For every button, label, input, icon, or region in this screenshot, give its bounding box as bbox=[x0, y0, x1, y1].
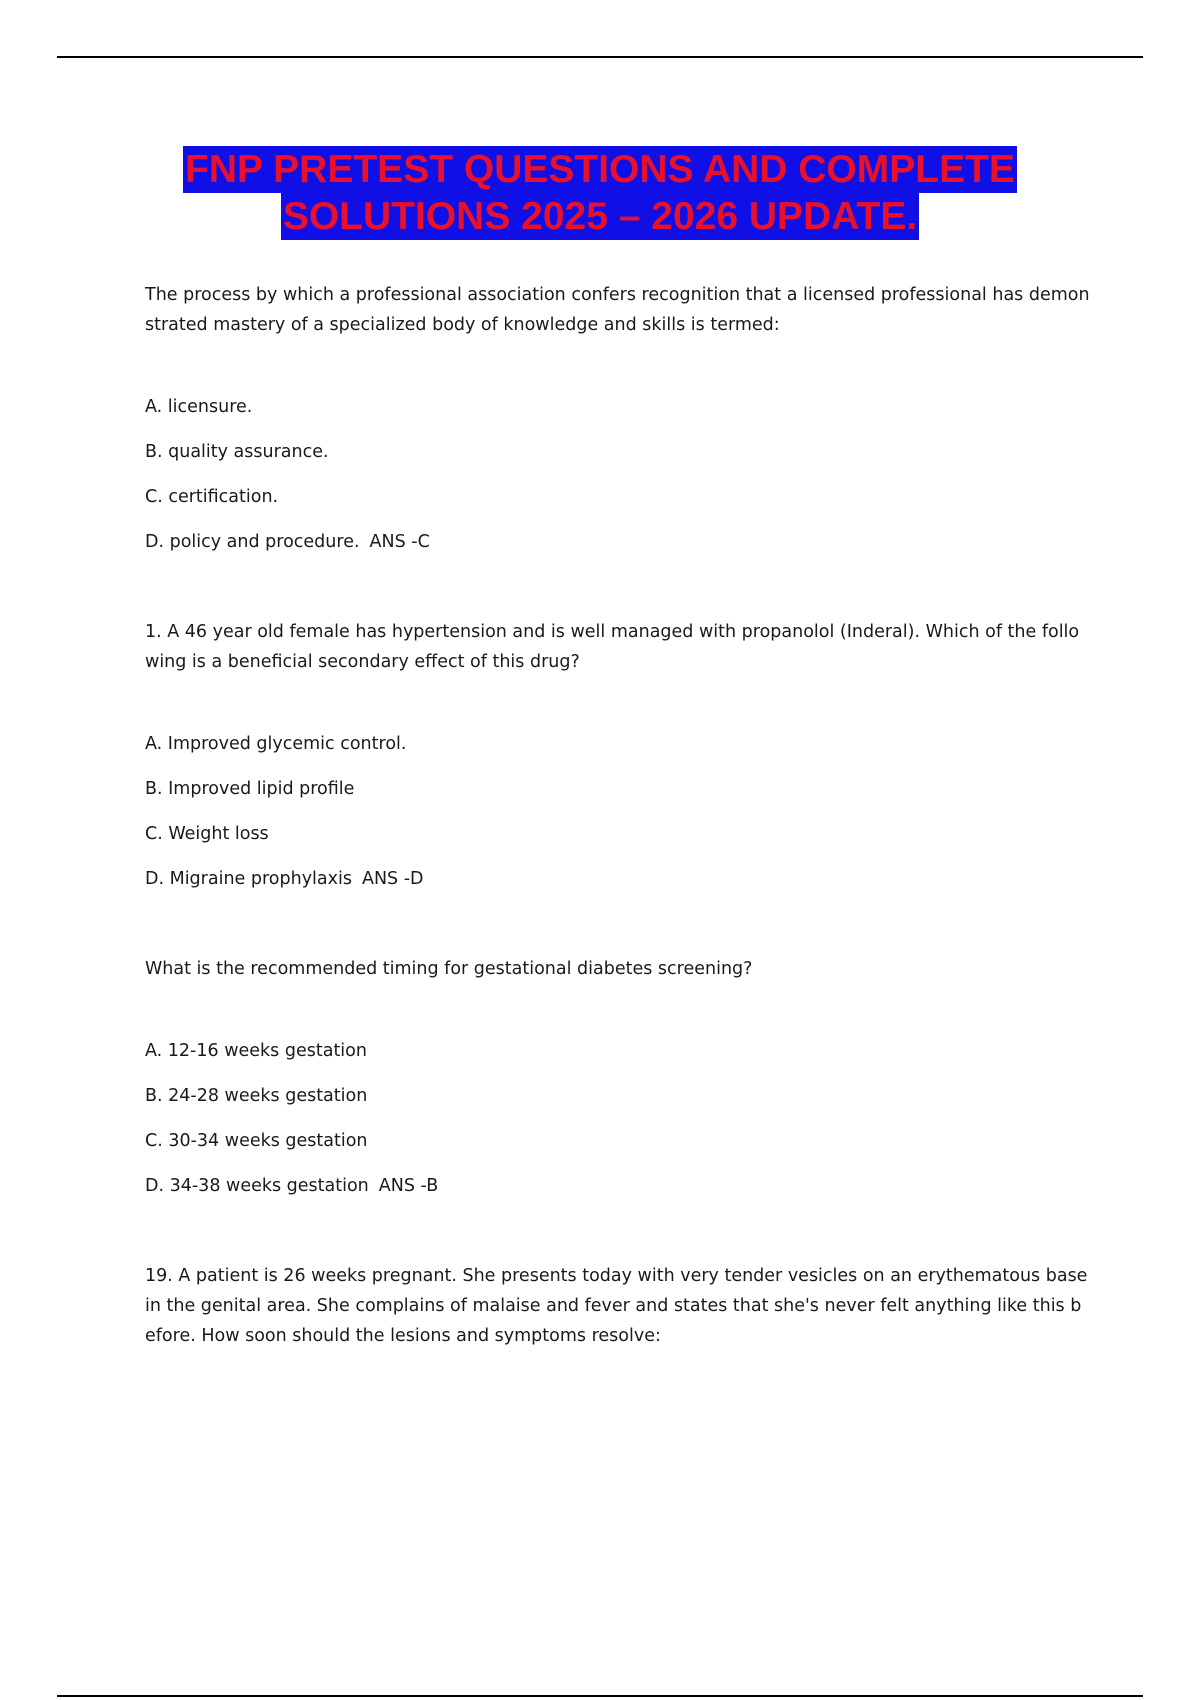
option-d bbox=[145, 864, 1090, 894]
document-body bbox=[145, 280, 1090, 1403]
question-text: 1. A 46 year old female has hypertension and is well managed with propanolol (Inderal). Which of the following is a beneficial secondary effect of this drug? bbox=[145, 622, 1080, 672]
option-a: A. 12-16 weeks gestation bbox=[145, 1041, 367, 1061]
option-b: B. quality assurance. bbox=[145, 442, 329, 462]
question-text: What is the recommended timing for gestational diabetes screening? bbox=[145, 959, 753, 979]
option-d bbox=[145, 1171, 1090, 1201]
option-d-text: D. 34-38 weeks gestation bbox=[145, 1176, 369, 1196]
title-line-2: SOLUTIONS 2025 – 2026 UPDATE. bbox=[282, 195, 918, 238]
option-d-text: D. Migraine prophylaxis bbox=[145, 869, 352, 889]
option-d bbox=[145, 527, 1090, 557]
option-c: C. Weight loss bbox=[145, 824, 269, 844]
top-rule bbox=[57, 56, 1143, 58]
answer-key: ANS -D bbox=[361, 869, 424, 889]
document-title bbox=[0, 146, 1200, 240]
title-line-1: FNP PRETEST QUESTIONS AND COMPLETE bbox=[185, 148, 1015, 191]
option-a: A. licensure. bbox=[145, 397, 253, 417]
option-b: B. 24-28 weeks gestation bbox=[145, 1086, 368, 1106]
option-c: C. 30-34 weeks gestation bbox=[145, 1131, 368, 1151]
question-text: 19. A patient is 26 weeks pregnant. She presents today with very tender vesicles on an erythematous base in the genital area. She complains of malaise and fever and states that she's never felt anything like this before. How soon should the lesions and symptoms resolve: bbox=[145, 1266, 1088, 1346]
bottom-rule bbox=[57, 1695, 1143, 1697]
question-text: The process by which a professional association confers recognition that a licensed professional has demonstrated mastery of a specialized body of knowledge and skills is termed: bbox=[145, 285, 1090, 335]
answer-key: ANS -B bbox=[378, 1176, 439, 1196]
option-c: C. certification. bbox=[145, 487, 279, 507]
option-a: A. Improved glycemic control. bbox=[145, 734, 407, 754]
option-b: B. Improved lipid profile bbox=[145, 779, 355, 799]
answer-key: ANS -C bbox=[369, 532, 430, 552]
option-d-text: D. policy and procedure. bbox=[145, 532, 360, 552]
